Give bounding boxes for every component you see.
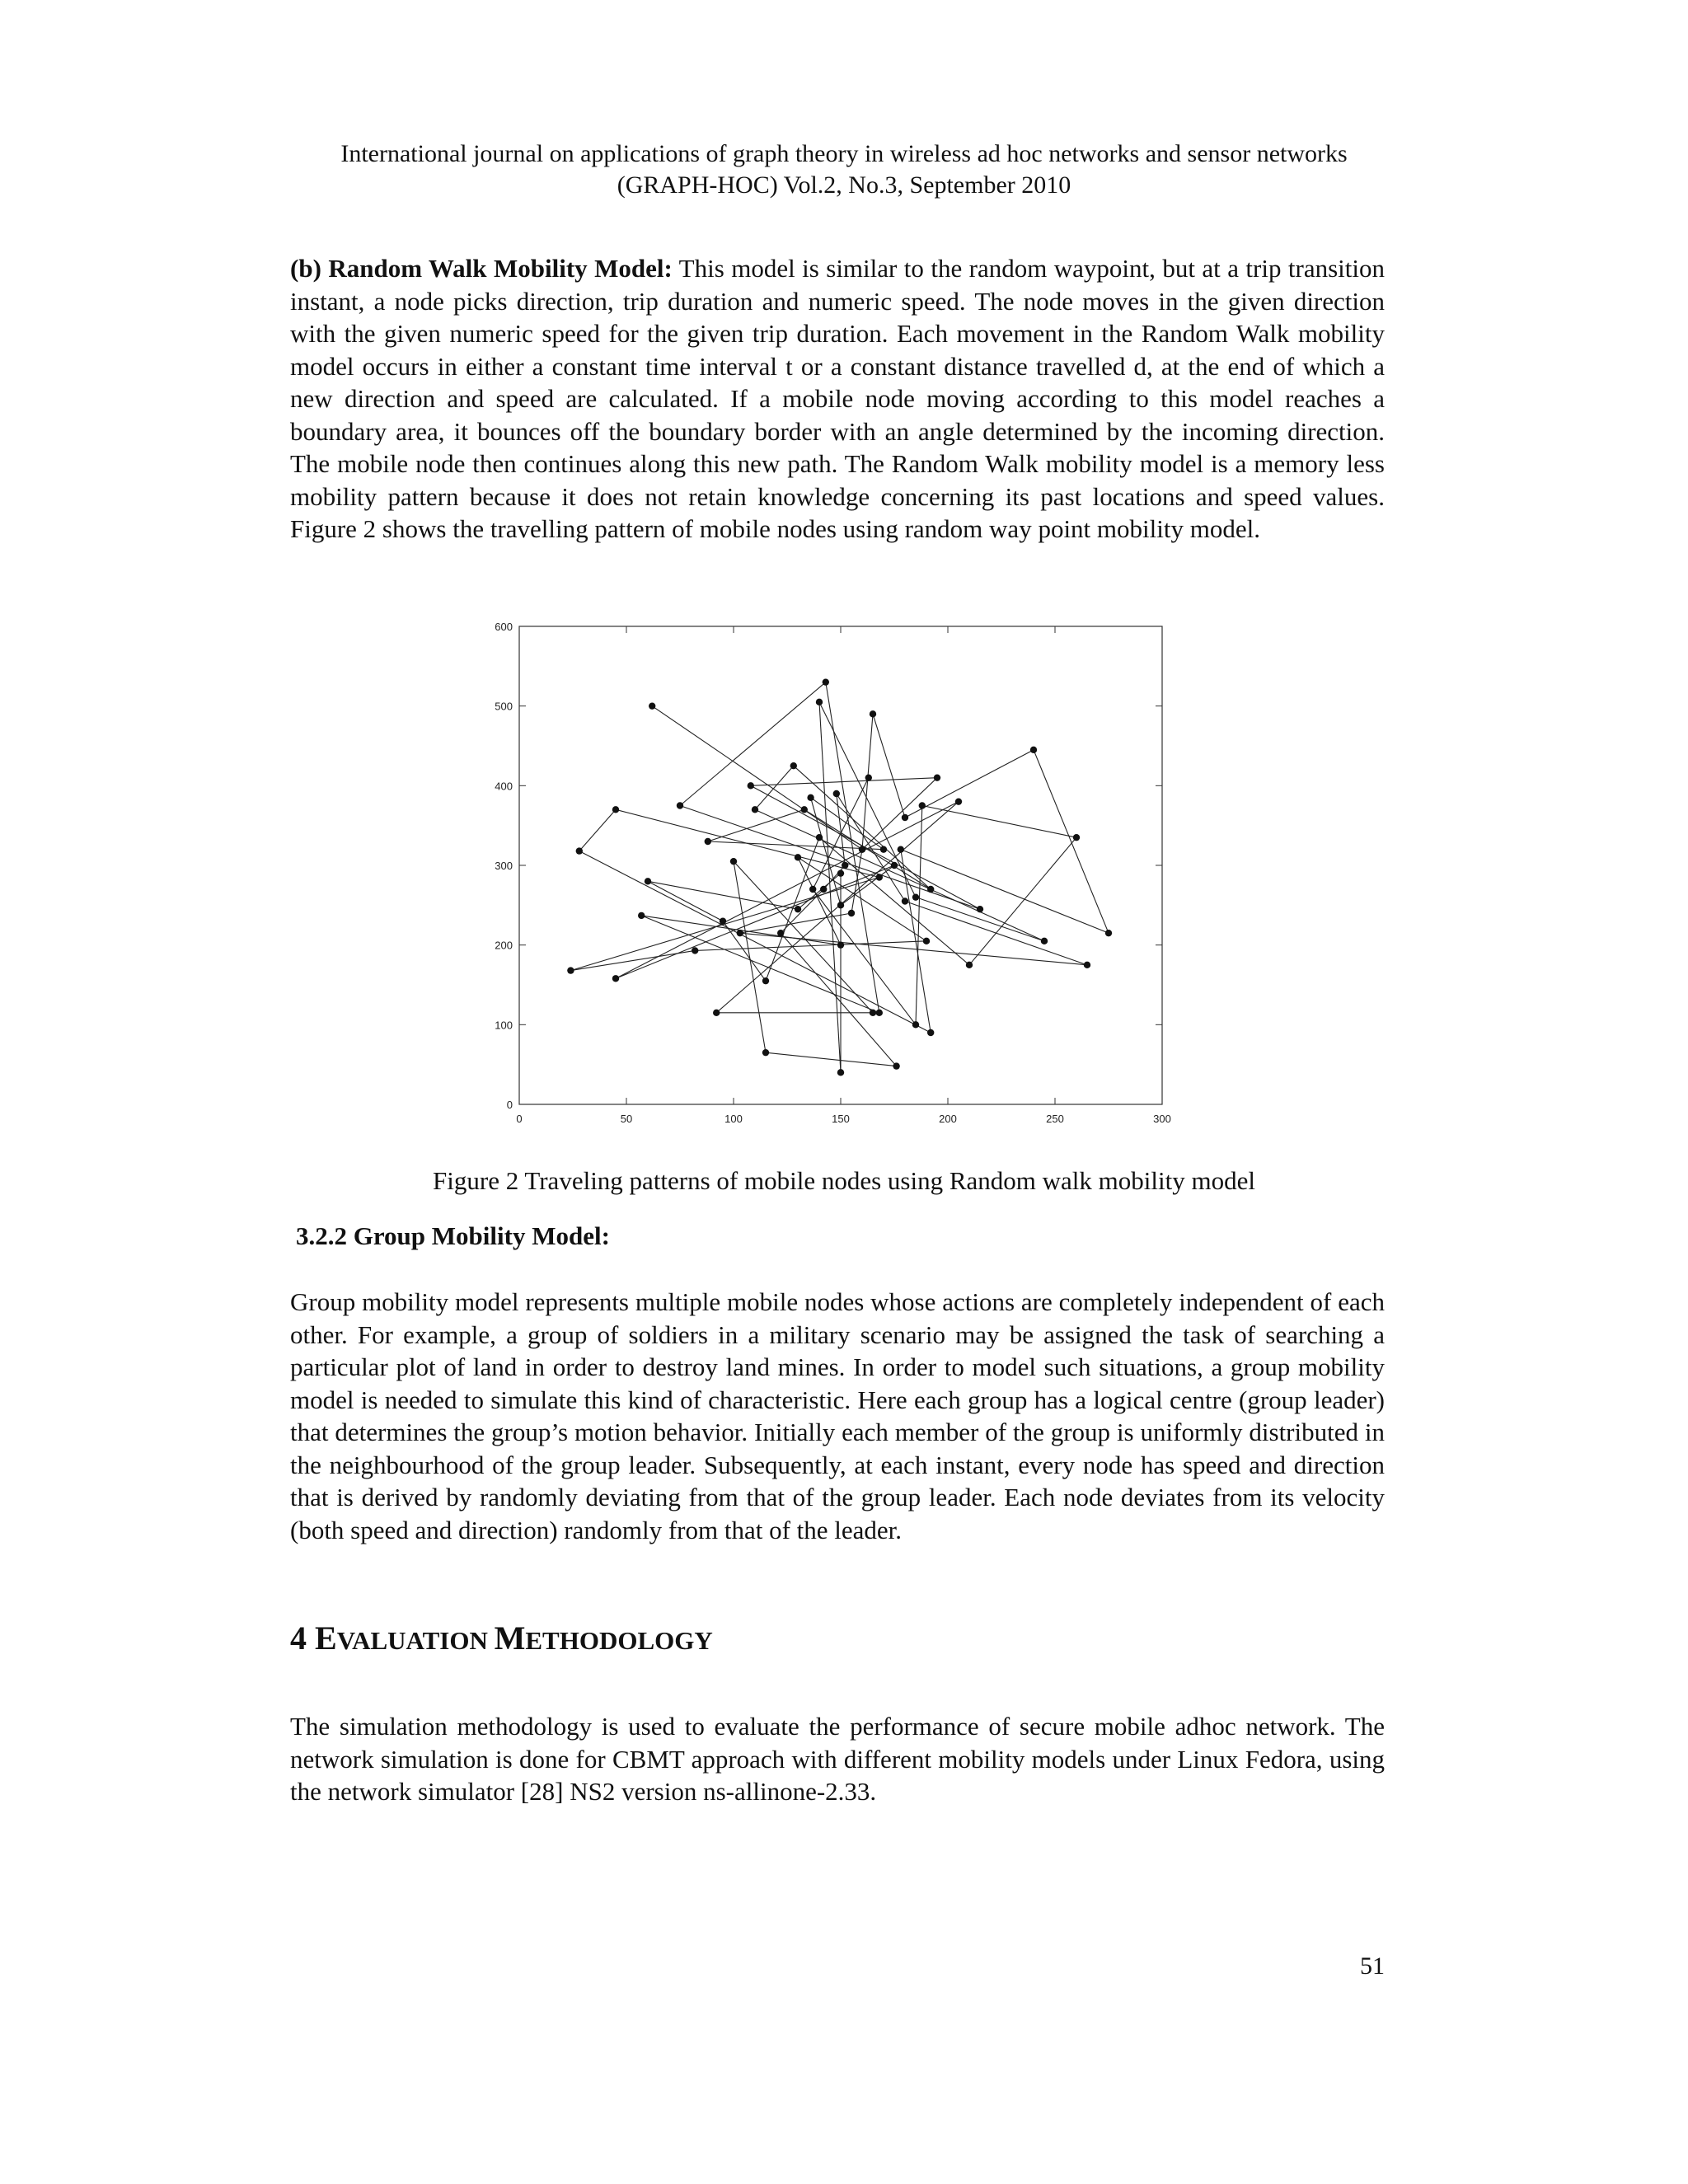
node-point <box>730 858 737 865</box>
x-tick-label: 50 <box>620 1113 633 1125</box>
trajectory-segment <box>873 714 905 818</box>
page-number: 51 <box>1360 1952 1385 1980</box>
y-tick-label: 100 <box>495 1019 513 1032</box>
node-point <box>923 938 930 944</box>
node-point <box>1105 930 1112 936</box>
trajectory-segment <box>841 865 894 905</box>
trajectory-segment <box>798 857 841 944</box>
trajectory-segment <box>794 766 931 889</box>
node-point <box>713 1010 720 1016</box>
node-point <box>816 699 823 705</box>
node-point <box>876 874 883 880</box>
random-walk-text: This model is similar to the random waypoint, but at a trip transition instant, a node picks direction, trip duration and numeric speed. The node moves in the given direction with the given numeric speed for the given trip duration. Each movement in the Random Walk mobility model occurs in either a constant time interval t or a constant distance travelled d, at the end of which a new direction and speed are calculated. If a mobile node moving according to this model reaches a boundary area, it bounces off the boundary border with an angle determined by the incoming direction. The mobile node then continues along this new path. The Random Walk mobility model is a memory less mobility pattern because it does not retain knowledge concerning its past locations and speed values. Figure 2 shows the travelling pattern of mobile nodes using random way point mobility model. <box>290 254 1385 543</box>
section-number: 4 <box>290 1619 315 1657</box>
node-point <box>837 1069 844 1076</box>
heading-word2-initial: M <box>494 1619 526 1657</box>
node-point <box>816 834 823 841</box>
trajectory-segment <box>740 913 851 933</box>
y-tick-label: 500 <box>495 700 513 713</box>
node-point <box>876 1010 883 1016</box>
node-point <box>870 710 876 717</box>
node-point <box>809 886 816 893</box>
trajectory-segment <box>813 889 916 1024</box>
node-point <box>848 910 855 916</box>
node-point <box>762 1049 769 1056</box>
node-point <box>777 930 784 936</box>
x-tick-label: 200 <box>939 1113 957 1125</box>
node-point <box>966 962 973 968</box>
trajectory-segment <box>862 778 937 850</box>
node-point <box>801 806 808 813</box>
figure-caption: Figure 2 Traveling patterns of mobile nodes using Random walk mobility model <box>433 1166 1255 1195</box>
node-point <box>795 854 801 860</box>
group-mobility-heading: 3.2.2 Group Mobility Model: <box>296 1221 610 1250</box>
y-tick-label: 0 <box>506 1099 513 1111</box>
node-point <box>837 869 844 876</box>
trajectory-segment <box>851 850 862 913</box>
x-tick-label: 150 <box>832 1113 850 1125</box>
node-point <box>837 902 844 908</box>
y-tick-label: 400 <box>495 780 513 793</box>
node-point <box>880 846 887 852</box>
node-point <box>837 941 844 948</box>
random-walk-paragraph <box>290 252 1385 546</box>
x-tick-label: 300 <box>1153 1113 1171 1125</box>
node-point <box>912 893 919 900</box>
node-point <box>842 862 848 869</box>
node-point <box>865 774 872 780</box>
node-point <box>720 917 726 924</box>
heading-word1-initial: E <box>315 1619 337 1657</box>
evaluation-paragraph: The simulation methodology is used to evaluate the performance of secure mobile adhoc network. The network simulation is done for CBMT approach with different mobility models under Linux Fedora, using the network simulator [28] NS2 version ns-allinone-2.33. <box>290 1712 1385 1806</box>
node-point <box>820 886 827 893</box>
node-point <box>677 802 683 808</box>
node-point <box>870 1010 876 1016</box>
node-point <box>807 794 814 801</box>
trajectory-segment <box>648 881 798 909</box>
trajectory-segment <box>781 933 896 1066</box>
trajectory-segment <box>922 806 1076 838</box>
node-point <box>893 1062 899 1069</box>
y-tick-label: 200 <box>495 939 513 952</box>
x-tick-label: 100 <box>724 1113 743 1125</box>
node-point <box>977 906 983 912</box>
node-point <box>833 790 840 797</box>
node-point <box>638 912 645 919</box>
node-point <box>1084 962 1090 968</box>
node-point <box>927 1029 934 1036</box>
evaluation-methodology-heading <box>290 1619 713 1661</box>
trajectory-segment <box>969 837 1076 965</box>
trajectory-segment <box>781 889 823 933</box>
trajectory-segment <box>755 809 1044 941</box>
random-walk-heading: (b) Random Walk Mobility Model: <box>290 254 673 283</box>
node-point <box>748 782 754 789</box>
node-point <box>898 846 904 852</box>
journal-title: International journal on applications of graph theory in wireless ad hoc networks and sensor networks <box>340 140 1348 167</box>
trajectory-segment <box>804 809 931 889</box>
node-point <box>649 702 655 709</box>
trajectory-segment <box>766 1052 897 1066</box>
node-point <box>934 774 940 780</box>
node-point <box>612 806 619 813</box>
chart-node-points <box>567 678 1112 1076</box>
heading-word2-rest: ETHODOLOGY <box>525 1626 713 1655</box>
node-point <box>752 806 758 813</box>
node-point <box>823 678 829 685</box>
node-point <box>692 947 698 954</box>
node-point <box>912 1021 919 1028</box>
node-point <box>790 762 797 769</box>
trajectory-segment <box>734 861 766 1052</box>
trajectory-segment <box>1034 750 1109 933</box>
random-walk-chart <box>462 610 1203 1129</box>
chart-axes <box>495 621 1171 1125</box>
node-point <box>891 862 898 869</box>
trajectory-segment <box>755 766 794 809</box>
chart-trajectory-lines <box>570 682 1109 1073</box>
journal-volume: (GRAPH-HOC) Vol.2, No.3, September 2010 <box>617 171 1071 199</box>
group-mobility-paragraph: Group mobility model represents multiple mobile nodes whose actions are completely independent of each other. For example, a group of soldiers in a military scenario may be assigned the task of searching a particular plot of land in order to destroy land mines. In order to model such situations, a group mobility model is needed to simulate this kind of characteristic. Here each group has a logical centre (group leader) that determines the group’s motion behavior. Initially each member of the group is uniformly distributed in the neighbourhood of the group leader. Subsequently, at each instant, every node has speed and direction that is derived by randomly deviating from that of the group leader. Each node deviates from its velocity (both speed and direction) randomly from that of the leader. <box>290 1287 1385 1544</box>
trajectory-segment <box>819 702 916 898</box>
trajectory-segment <box>652 706 862 850</box>
x-tick-label: 0 <box>516 1113 523 1125</box>
node-point <box>859 846 865 852</box>
node-point <box>919 802 926 808</box>
node-point <box>1041 938 1048 944</box>
y-tick-label: 300 <box>495 860 513 872</box>
trajectory-segment <box>579 809 616 851</box>
node-point <box>955 798 962 804</box>
node-point <box>737 930 743 936</box>
node-point <box>612 975 619 982</box>
trajectory-segment <box>751 778 937 786</box>
node-point <box>1030 747 1037 753</box>
trajectory-segment <box>916 898 1044 941</box>
node-point <box>902 814 908 821</box>
node-point <box>927 886 934 893</box>
x-tick-label: 250 <box>1046 1113 1064 1125</box>
node-point <box>567 967 574 973</box>
node-point <box>705 838 711 845</box>
node-point <box>1073 834 1080 841</box>
node-point <box>795 906 801 912</box>
trajectory-segment <box>648 881 723 921</box>
node-point <box>645 878 651 884</box>
node-point <box>762 977 769 984</box>
y-tick-label: 600 <box>495 621 513 633</box>
node-point <box>576 847 583 854</box>
node-point <box>902 898 908 904</box>
heading-word1-rest: VALUATION <box>336 1626 495 1655</box>
